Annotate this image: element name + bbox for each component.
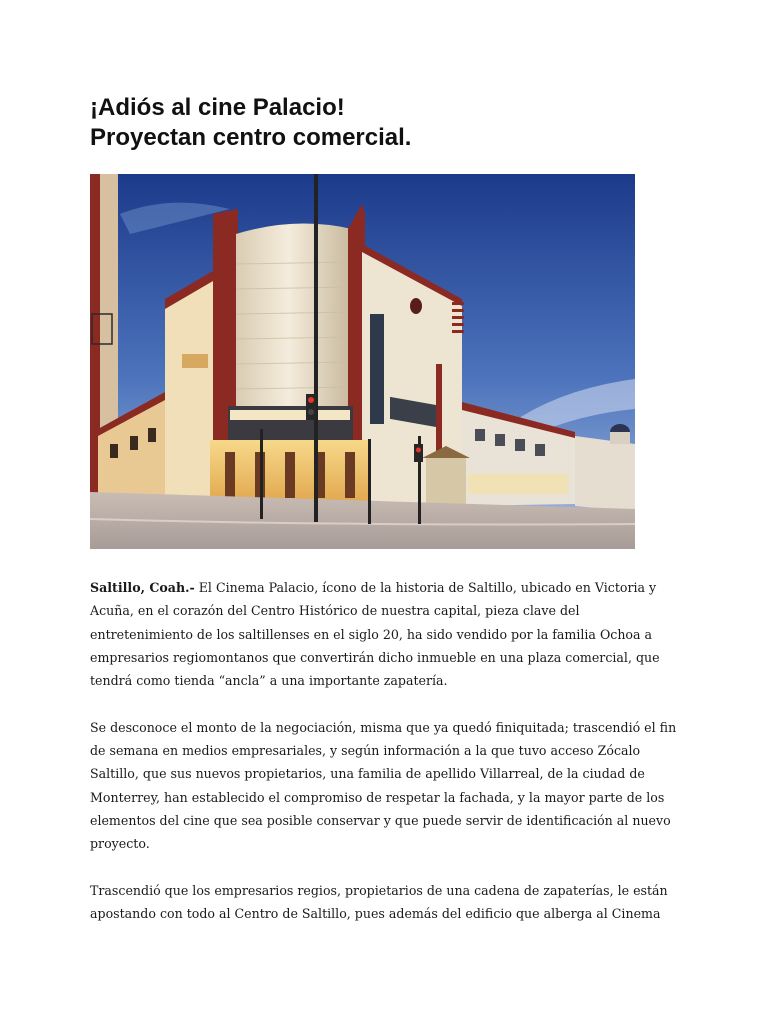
kiosk	[426, 456, 466, 508]
dateline: Saltillo, Coah.-	[90, 580, 195, 595]
round-window	[410, 298, 422, 314]
lamp-post	[314, 174, 318, 522]
headline-line-1: ¡Adiós al cine Palacio!	[90, 94, 345, 121]
cinema-palacio-photo	[90, 174, 635, 549]
headline-line-2: Proyectan centro comercial.	[90, 124, 412, 151]
paragraph-1	[90, 576, 680, 692]
cylindrical-tower	[236, 224, 352, 422]
article-headline	[90, 93, 690, 153]
paragraph-2: Se desconoce el monto de la negociación, misma que ya quedó finiquitada; trascendió el fin de semana en medios empresariales, y según información a la que tuvo acceso Zócalo Saltillo, que sus nuevos propietarios, una familia de apellido Villarreal, de la ciudad de Monterrey, han establecido el compromiso de respetar la fachada, y la mayor parte de los elementos del cine que sea posible conservar y que puede servir de identificación al nuevo proyecto.	[90, 719, 677, 852]
article-body	[90, 576, 680, 949]
paragraph-3: Trascendió que los empresarios regios, propietarios de una cadena de zapaterías, le están apostando con todo al Centro de Saltillo, pues además del edificio que alberga al Cinema	[90, 882, 668, 922]
paragraph-1-text: El Cinema Palacio, ícono de la historia de Saltillo, ubicado en Victoria y Acuña, en el corazón del Centro Histórico de nuestra capital, pieza clave del entretenimiento de los saltillenses en el siglo 20, ha sido vendido por la familia Ochoa a empresarios regiomontanos que convertirán dicho inmueble en una plaza comercial, que tendrá como tienda “ancla” a una importante zapatería.	[90, 580, 660, 689]
